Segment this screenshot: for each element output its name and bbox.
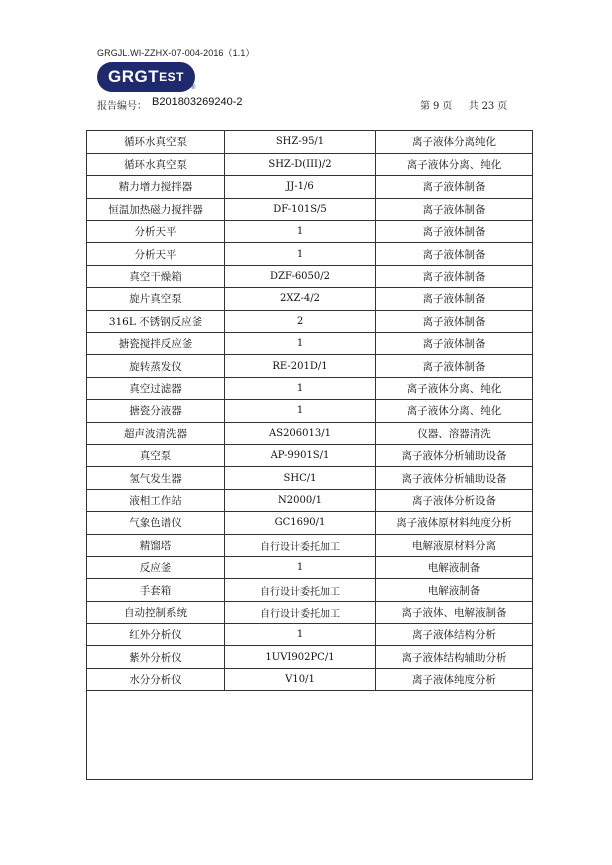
- table-row: [87, 601, 532, 623]
- table-row: [87, 288, 532, 310]
- table-cell-model: N2000/1: [225, 489, 376, 511]
- table-row: [87, 489, 532, 511]
- table-cell-use: 离子液体分析辅助设备: [376, 467, 533, 489]
- table-cell-name: 液相工作站: [87, 489, 225, 511]
- table-cell-name: 搪瓷搅拌反应釜: [87, 333, 225, 355]
- equipment-table-frame: [86, 130, 533, 780]
- page-prefix: 第: [420, 101, 430, 112]
- table-cell-model: SHC/1: [225, 467, 376, 489]
- table-cell-use: 离子液体分离、纯化: [376, 400, 533, 422]
- table-cell-model: AP-9901S/1: [225, 444, 376, 466]
- table-row: [87, 265, 532, 287]
- table-row: [87, 556, 532, 578]
- table-row: [87, 310, 532, 332]
- table-cell-use: 离子液体纯度分析: [376, 668, 533, 690]
- table-cell-model: DF-101S/5: [225, 198, 376, 220]
- table-cell-use: 离子液体制备: [376, 265, 533, 287]
- table-row: [87, 422, 532, 444]
- table-row: [87, 221, 532, 243]
- table-cell-use: 离子液体分析设备: [376, 489, 533, 511]
- table-row: [87, 153, 532, 175]
- table-row: [87, 333, 532, 355]
- table-row: [87, 243, 532, 265]
- table-cell-use: 离子液体制备: [376, 355, 533, 377]
- table-cell-use: 离子液体分离、纯化: [376, 153, 533, 175]
- table-cell-model: 1: [225, 243, 376, 265]
- table-cell-use: 离子液体、电解液制备: [376, 601, 533, 623]
- table-cell-model: V10/1: [225, 668, 376, 690]
- table-cell-name: 精馏塔: [87, 534, 225, 556]
- table-cell-use: 离子液体结构分析: [376, 624, 533, 646]
- table-cell-name: 精力增力搅拌器: [87, 176, 225, 198]
- logo-text-small: EST: [159, 70, 184, 84]
- table-cell-model: 1UVI902PC/1: [225, 646, 376, 668]
- table-cell-model: 1: [225, 377, 376, 399]
- table-cell-name: 旋片真空泵: [87, 288, 225, 310]
- page-total-unit: 页: [497, 101, 508, 112]
- page-total-prefix: 共: [468, 101, 479, 112]
- table-cell-name: 316L 不锈钢反应釜: [87, 310, 225, 332]
- table-row: [87, 400, 532, 422]
- table-cell-name: 超声波清洗器: [87, 422, 225, 444]
- table-cell-use: 离子液体制备: [376, 288, 533, 310]
- table-cell-model: DZF-6050/2: [225, 265, 376, 287]
- table-cell-use: 离子液体制备: [376, 221, 533, 243]
- table-cell-name: 真空泵: [87, 444, 225, 466]
- table-cell-model: RE-201D/1: [225, 355, 376, 377]
- equipment-table: [87, 131, 532, 691]
- table-cell-name: 气象色谱仪: [87, 512, 225, 534]
- report-number-label: 报告编号：: [97, 101, 147, 112]
- logo-text-main: GRGT: [108, 67, 160, 86]
- table-row: [87, 355, 532, 377]
- table-row: [87, 512, 532, 534]
- table-cell-use: 仪器、溶器清洗: [376, 422, 533, 444]
- table-row: [87, 534, 532, 556]
- table-cell-use: 电解液制备: [376, 579, 533, 601]
- table-cell-model: 1: [225, 221, 376, 243]
- table-cell-name: 反应釜: [87, 556, 225, 578]
- page-indicator: [420, 97, 510, 112]
- table-cell-name: 水分分析仪: [87, 668, 225, 690]
- table-cell-use: 电解液制备: [376, 556, 533, 578]
- table-row: [87, 624, 532, 646]
- table-cell-use: 离子液体制备: [376, 243, 533, 265]
- table-cell-name: 红外分析仪: [87, 624, 225, 646]
- table-cell-use: 离子液体制备: [376, 176, 533, 198]
- table-cell-use: 离子液体制备: [376, 310, 533, 332]
- table-row: [87, 467, 532, 489]
- table-cell-model: 1: [225, 624, 376, 646]
- table-cell-name: 分析天平: [87, 221, 225, 243]
- table-cell-use: 离子液体分析辅助设备: [376, 444, 533, 466]
- table-cell-name: 分析天平: [87, 243, 225, 265]
- table-row: [87, 377, 532, 399]
- table-cell-use: 离子液体制备: [376, 198, 533, 220]
- table-cell-model: 自行设计委托加工: [225, 601, 376, 623]
- table-row: [87, 131, 532, 153]
- table-row: [87, 176, 532, 198]
- table-cell-name: 自动控制系统: [87, 601, 225, 623]
- table-cell-name: 恒温加热磁力搅拌器: [87, 198, 225, 220]
- table-cell-name: 真空干燥箱: [87, 265, 225, 287]
- table-row: [87, 668, 532, 690]
- document-code: GRGJL.WI-ZZHX-07-004-2016（1.1）: [97, 48, 255, 58]
- table-cell-name: 真空过滤器: [87, 377, 225, 399]
- page-unit: 页: [442, 101, 453, 112]
- table-cell-name: 循环水真空泵: [87, 153, 225, 175]
- table-cell-use: 离子液体分离纯化: [376, 131, 533, 153]
- table-cell-model: 2XZ-4/2: [225, 288, 376, 310]
- table-cell-model: 1: [225, 400, 376, 422]
- company-logo: [97, 62, 195, 92]
- table-cell-model: GC1690/1: [225, 512, 376, 534]
- table-cell-model: 2: [225, 310, 376, 332]
- table-cell-use: 离子液体分离、纯化: [376, 377, 533, 399]
- table-row: [87, 579, 532, 601]
- registered-mark: ®: [191, 85, 196, 91]
- table-cell-model: SHZ-95/1: [225, 131, 376, 153]
- table-row: [87, 444, 532, 466]
- page-current: 9: [433, 101, 440, 112]
- table-cell-use: 离子液体原材料纯度分析: [376, 512, 533, 534]
- table-cell-use: 电解液原材料分离: [376, 534, 533, 556]
- table-cell-model: JJ-1/6: [225, 176, 376, 198]
- table-cell-name: 搪瓷分液器: [87, 400, 225, 422]
- table-cell-name: 旋转蒸发仪: [87, 355, 225, 377]
- table-cell-model: 1: [225, 556, 376, 578]
- table-row: [87, 646, 532, 668]
- table-cell-name: 循环水真空泵: [87, 131, 225, 153]
- table-cell-model: 1: [225, 333, 376, 355]
- table-row: [87, 198, 532, 220]
- table-cell-name: 紫外分析仪: [87, 646, 225, 668]
- table-cell-model: SHZ-D(III)/2: [225, 153, 376, 175]
- table-cell-model: 自行设计委托加工: [225, 534, 376, 556]
- table-cell-use: 离子液体结构辅助分析: [376, 646, 533, 668]
- table-cell-model: AS206013/1: [225, 422, 376, 444]
- page-total: 23: [481, 101, 495, 112]
- report-number: B201803269240-2: [152, 96, 243, 108]
- table-cell-name: 氢气发生器: [87, 467, 225, 489]
- table-cell-use: 离子液体制备: [376, 333, 533, 355]
- table-cell-name: 手套箱: [87, 579, 225, 601]
- table-cell-model: 自行设计委托加工: [225, 579, 376, 601]
